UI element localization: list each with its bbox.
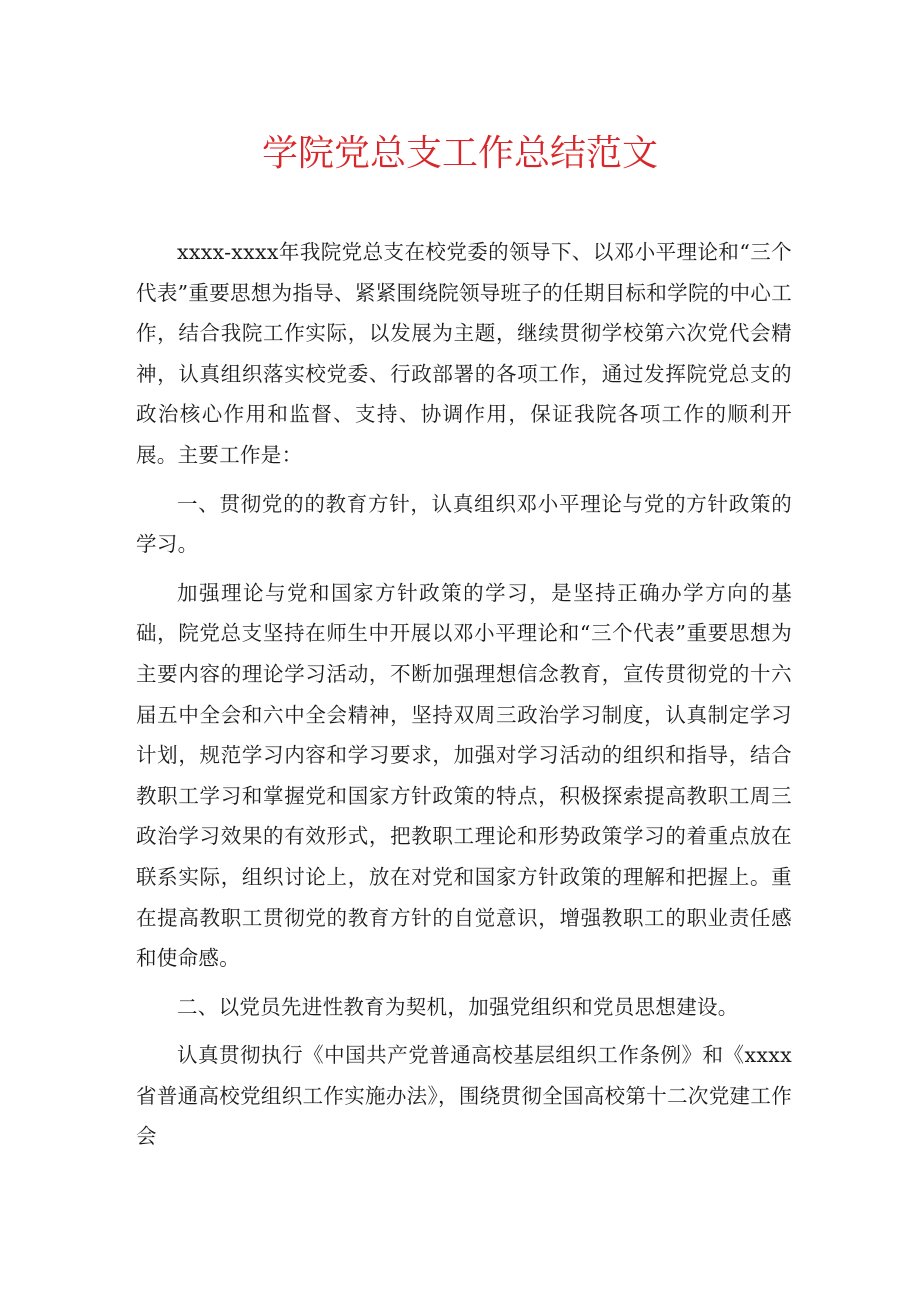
document-body — [136, 232, 792, 1157]
paragraph-section-1: 加强理论与党和国家方针政策的学习，是坚持正确办学方向的基础，院党总支坚持在师生中开展以邓小平理论和“三个代表”重要思想为主要内容的理论学习活动，不断加强理想信念教育，宣传贯彻党的十六届五中全会和六中全会精神，坚持双周三政治学习制度，认真制定学习计划，规范学习内容和学习要求，加强对学习活动的组织和指导，结合教职工学习和掌握党和国家方针政策的特点，积极探索提高教职工周三政治学习效果的有效形式，把教职工理论和形势政策学习的着重点放在联系实际，组织讨论上，放在对党和国家方针政策的理解和把握上。重在提高教职工贯彻党的教育方针的自觉意识，增强教职工的职业责任感和使命感。 — [136, 580, 792, 971]
document-title: 学院党总支工作总结范文 — [261, 133, 658, 174]
paragraph-intro: xxxx-xxxx年我院党总支在校党委的领导下、以邓小平理论和“三个代表”重要思想为指导、紧紧围绕院领导班子的任期目标和学院的中心工作，结合我院工作实际，以发展为主题，继续贯彻学校第六次党代会精神，认真组织落实校党委、行政部署的各项工作，通过发挥院党总支的政治核心作用和监督、支持、协调作用，保证我院各项工作的顺利开展。主要工作是： — [136, 240, 792, 467]
section-heading-1: 一、贯彻党的的教育方针，认真组织邓小平理论与党的方针政策的学习。 — [136, 491, 792, 557]
section-heading-2: 二、以党员先进性教育为契机，加强党组织和党员思想建设。 — [177, 994, 739, 1019]
paragraph-section-2: 认真贯彻执行《中国共产党普通高校基层组织工作条例》和《xxxx省普通高校党组织工作实施办法》，围绕贯彻全国高校第十二次党建工作会 — [136, 1043, 792, 1149]
